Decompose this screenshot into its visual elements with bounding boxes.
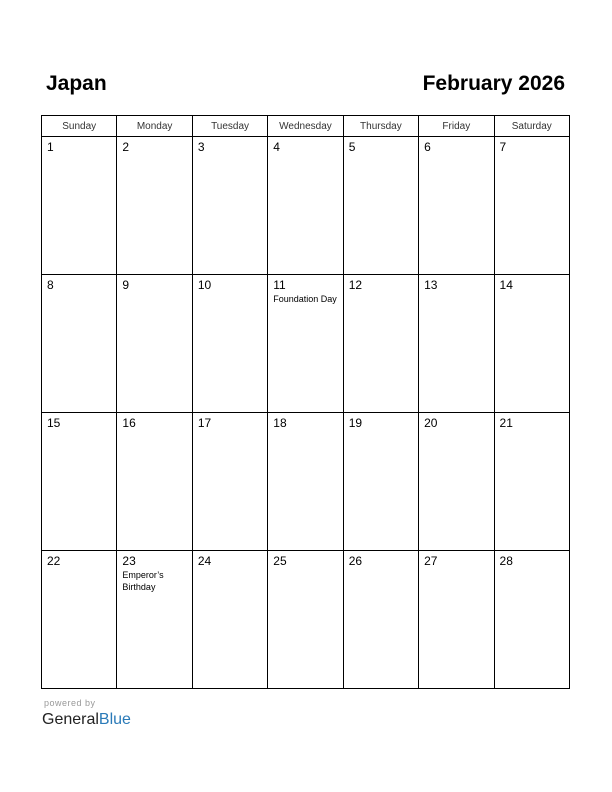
week-row	[42, 137, 570, 275]
day-number: 23	[122, 554, 136, 568]
day-number: 11	[273, 278, 286, 292]
day-number: 6	[424, 140, 431, 154]
calendar-grid	[41, 115, 570, 689]
day-number: 9	[122, 278, 130, 292]
day-number: 17	[197, 416, 212, 430]
day-number: 25	[273, 554, 287, 568]
weekday-header: Sunday	[42, 116, 117, 137]
day-cell	[117, 275, 192, 413]
powered-by-label: powered by	[44, 698, 96, 708]
weekday-header: Tuesday	[192, 116, 267, 137]
day-cell	[343, 413, 418, 551]
day-cell	[494, 551, 569, 689]
day-number: 24	[197, 554, 212, 568]
day-cell	[419, 137, 494, 275]
generalblue-logo	[42, 710, 131, 730]
day-number: 15	[47, 416, 61, 430]
day-cell	[268, 413, 343, 551]
day-number: 7	[499, 140, 507, 154]
day-cell	[419, 275, 494, 413]
holiday-label: Emperor’s Birthday	[122, 570, 164, 592]
day-cell	[494, 413, 569, 551]
day-number: 4	[273, 140, 280, 154]
day-cell	[192, 551, 267, 689]
day-cell	[117, 413, 192, 551]
day-number: 22	[47, 554, 61, 568]
week-row	[42, 275, 570, 413]
month-title: February 2026	[422, 72, 565, 95]
day-cell	[419, 413, 494, 551]
day-number: 26	[348, 554, 363, 568]
weekday-header: Thursday	[343, 116, 418, 137]
day-number: 1	[47, 140, 54, 154]
day-cell	[42, 275, 117, 413]
day-cell	[343, 551, 418, 689]
day-number: 8	[47, 278, 54, 292]
day-cell	[117, 137, 192, 275]
day-cell	[192, 413, 267, 551]
weekday-header: Wednesday	[268, 116, 343, 137]
logo-text-blue: Blue	[98, 711, 131, 728]
day-number: 19	[348, 416, 363, 430]
holiday-label: Foundation Day	[273, 294, 337, 304]
day-cell	[192, 275, 267, 413]
day-cell	[117, 551, 192, 689]
country-title: Japan	[46, 72, 107, 95]
day-number: 12	[348, 278, 363, 292]
day-number: 2	[122, 140, 130, 154]
day-number: 5	[348, 140, 356, 154]
week-row	[42, 551, 570, 689]
weekday-header: Saturday	[494, 116, 569, 137]
day-cell	[494, 137, 569, 275]
day-number: 18	[273, 416, 287, 430]
day-cell	[192, 137, 267, 275]
calendar-body	[42, 137, 570, 689]
day-number: 10	[197, 278, 212, 292]
day-cell	[268, 137, 343, 275]
day-cell	[343, 275, 418, 413]
day-number: 28	[499, 554, 513, 568]
day-cell	[268, 275, 343, 413]
day-cell	[494, 275, 569, 413]
weekday-header: Friday	[419, 116, 494, 137]
day-number: 16	[122, 416, 136, 430]
week-row	[42, 413, 570, 551]
day-cell	[42, 137, 117, 275]
day-cell	[268, 551, 343, 689]
day-number: 13	[424, 278, 438, 292]
weekday-header: Monday	[117, 116, 192, 137]
day-number: 21	[499, 416, 513, 430]
day-number: 3	[197, 140, 205, 154]
day-number: 27	[424, 554, 438, 568]
day-number: 14	[499, 278, 513, 292]
logo-text-general: General	[42, 711, 99, 728]
day-cell	[343, 137, 418, 275]
weekday-header-row	[42, 116, 570, 137]
day-cell	[419, 551, 494, 689]
day-cell	[42, 551, 117, 689]
day-cell	[42, 413, 117, 551]
day-number: 20	[424, 416, 438, 430]
